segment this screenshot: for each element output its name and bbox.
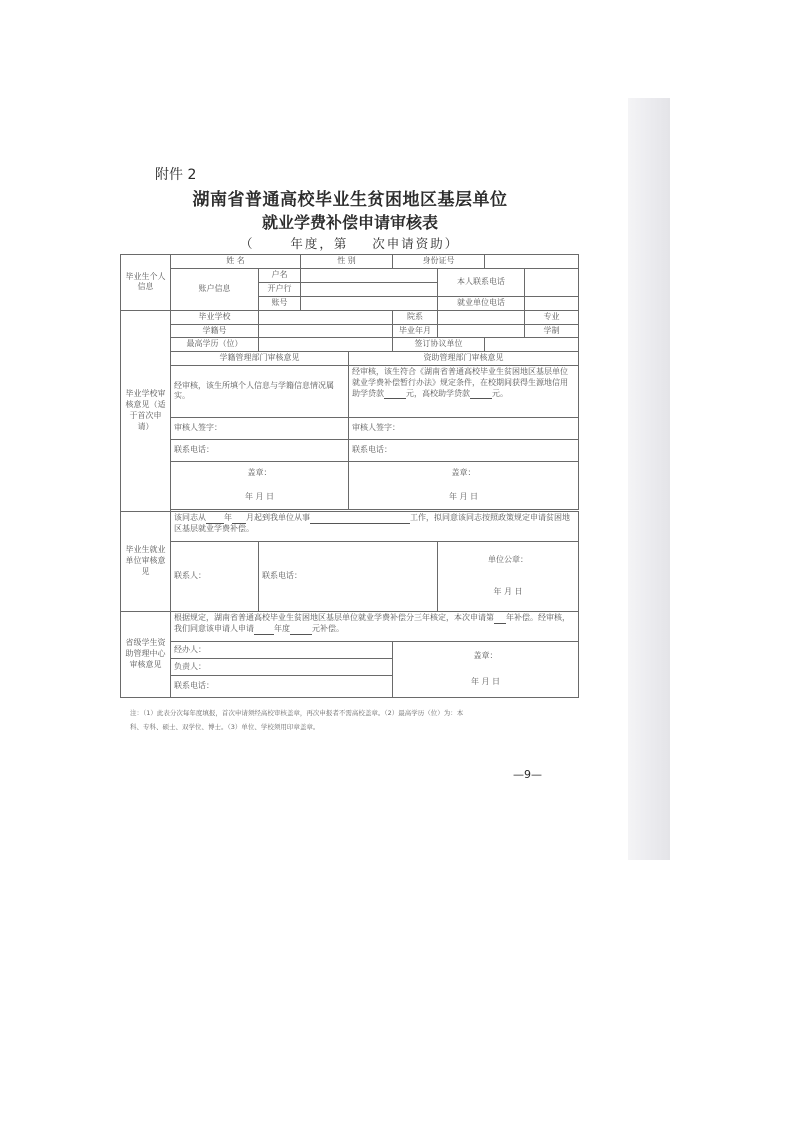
employer-seal-date [438,541,579,611]
employer-date: 年 月 日 [493,587,523,597]
aid-phone[interactable]: 联系电话： [349,439,579,461]
aid-seal: 盖章： [451,467,476,477]
signed-unit-value[interactable] [485,338,579,352]
employer-review-text [171,511,579,541]
degree-label: 最高学历（位） [171,338,259,352]
registry-reviewer-signature[interactable]: 审核人签字： [171,417,349,439]
aid-review-text-b: 元，高校助学贷款 [406,388,470,398]
id-card-label: 身份证号 [393,255,485,269]
aid-reviewer-signature[interactable]: 审核人签字： [349,417,579,439]
dept-value[interactable] [438,310,525,324]
province-review-text [171,611,579,641]
employer-phone-value[interactable] [525,296,579,310]
aid-review-text-c: 元。 [492,388,508,398]
province-seal-date [393,641,579,697]
province-date: 年 月 日 [470,677,501,687]
province-phone[interactable]: 联系电话： [171,675,393,697]
student-no-value[interactable] [259,324,393,338]
employer-text-d: 工作，拟同意该同志按照政策规定申请贫困地区基层就业学费补偿。 [174,512,570,533]
form-title-line1: 湖南省普通高校毕业生贫困地区基层单位 [192,190,508,210]
registry-date: 年 月 日 [244,492,275,502]
registry-seal: 盖章： [247,467,272,477]
employer-review-section-label: 毕业生就业单位审核意见 [121,511,171,611]
province-text-d: 元补偿。 [312,623,344,633]
aid-date: 年 月 日 [448,492,479,502]
signed-unit-label: 签订协议单位 [393,338,485,352]
province-text-b: 年补偿。经审核，我们同意该申请人申请 [174,612,570,633]
account-name-label: 户名 [259,268,301,282]
scan-edge-shadow [628,98,670,860]
gender-label: 性 别 [301,255,393,269]
bank-label: 开户行 [259,282,301,296]
employer-phone[interactable]: 联系电话： [259,541,438,611]
dept-label: 院系 [393,310,438,324]
application-form-table [120,254,579,698]
aid-dept-header: 资助管理部门审核意见 [349,352,579,366]
employer-seal: 单位公章： [488,554,529,564]
school-review-section-label: 毕业学校审核意见（适于首次申请） [121,310,171,511]
registry-seal-date [171,461,349,509]
registry-dept-header: 学籍管理部门审核意见 [171,352,349,366]
province-text-c: 年度 [274,623,290,633]
employer-text-c: 月起到我单位从事 [246,512,310,522]
footnote-line1: 注：（1）此表分次每年度填报，首次申请须经高校审核盖章，再次申报者不需高校盖章。（2）最高学历（位）为：本 [130,709,464,717]
personal-section-label: 毕业生个人信息 [121,255,171,311]
school-value[interactable] [259,310,393,324]
form-title-line2: 就业学费补偿申请审核表 [261,213,438,232]
degree-value[interactable] [259,338,393,352]
province-review-section-label: 省级学生资助管理中心审核意见 [121,611,171,697]
apply-year-blank[interactable] [254,626,274,635]
student-no-label: 学籍号 [171,324,259,338]
province-text-a: 根据规定，湖南省普通高校毕业生贫困地区基层单位就业学费补偿分三年核定，本次申请第 [174,612,494,622]
year-index-blank[interactable] [494,615,506,624]
page-number: —9— [513,768,542,781]
local-loan-blank[interactable] [384,390,406,399]
employer-contact[interactable]: 联系人： [171,541,259,611]
grad-date-label: 毕业年月 [393,324,438,338]
registry-review-text: 经审核，该生所填个人信息与学籍信息情况属实。 [171,365,349,417]
major-label: 专业 [525,310,579,324]
school-label: 毕业学校 [171,310,259,324]
own-phone-label: 本人联系电话 [438,268,525,296]
job-blank[interactable] [310,515,410,524]
province-seal: 盖章： [473,650,498,660]
employer-phone-label: 就业单位电话 [438,296,525,310]
province-responsible[interactable]: 负责人： [171,658,393,675]
footnote [130,706,590,735]
footnote-line2: 科、专科、硕士、双学位、博士。（3）单位、学校须用印章盖章。 [130,723,320,732]
school-loan-blank[interactable] [470,390,492,399]
start-year-blank[interactable] [206,515,224,524]
employer-text-a: 该同志从 [174,512,206,522]
registry-phone[interactable]: 联系电话： [171,439,349,461]
account-info-label: 账户信息 [171,268,259,310]
bank-value[interactable] [301,282,438,296]
form-subtitle: （ 年度，第 次申请资助） [240,236,460,251]
id-card-value[interactable] [485,255,579,269]
attachment-label: 附件 2 [155,167,197,183]
aid-seal-date [349,461,579,509]
name-label: 姓 名 [171,255,301,269]
aid-review-text [349,365,579,417]
account-no-value[interactable] [301,296,438,310]
account-name-value[interactable] [301,268,438,282]
own-phone-value[interactable] [525,268,579,296]
grad-date-value[interactable] [438,324,525,338]
employer-text-b: 年 [224,512,232,522]
province-handler[interactable]: 经办人： [171,641,393,658]
amount-blank[interactable] [290,626,312,635]
account-no-label: 账号 [259,296,301,310]
aid-review-text-a: 经审核，该生符合《湖南省普通高校毕业生贫困地区基层单位就业学费补偿暂行办法》规定条件，在校期间获得生源地信用助学贷款 [352,366,568,398]
start-month-blank[interactable] [232,515,246,524]
program-length-label: 学制 [525,324,579,338]
